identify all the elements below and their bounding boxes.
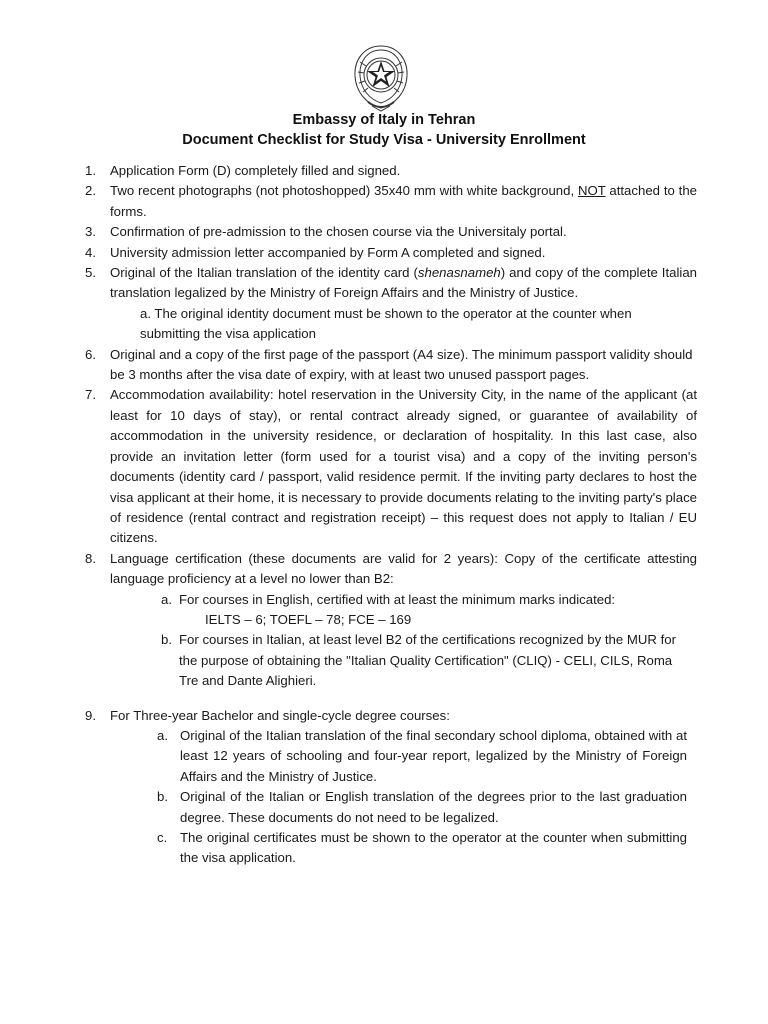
sub-item-9b xyxy=(157,787,697,828)
checklist-title: Document Checklist for Study Visa - University Enrollment xyxy=(182,132,586,148)
item-text-part: Original of the Italian translation of the identity card ( xyxy=(110,265,418,281)
item-number: 1. xyxy=(85,163,96,178)
item-number: 3. xyxy=(85,224,96,240)
checklist-item-6 xyxy=(85,345,697,386)
item-text xyxy=(110,181,697,222)
italian-republic-emblem-icon xyxy=(350,42,412,114)
item-number: 4. xyxy=(85,244,96,260)
embassy-title: Embassy of Italy in Tehran xyxy=(292,112,476,128)
checklist-item-3 xyxy=(85,222,697,242)
sub-item-label: b. xyxy=(161,632,172,648)
sub-item-9c xyxy=(157,828,697,869)
sub-item-8b xyxy=(161,630,697,691)
item-text-part: Two recent photographs (not photoshopped) 35x40 mm with white background, xyxy=(110,183,578,199)
sub-item-5a: a. The original identity document must be shown to the operator at the counter when submitting the visa application xyxy=(140,305,632,342)
not-emphasis: NOT xyxy=(577,183,606,199)
item-text: Confirmation of pre-admission to the chosen course via the Universitaly portal. xyxy=(110,224,567,240)
item-text: University admission letter accompanied by Form A completed and signed. xyxy=(110,244,546,260)
item-number: 5. xyxy=(85,265,96,281)
shenasnameh-term: shenasnameh xyxy=(417,265,501,281)
sub-item-text: Original of the Italian or English translation of the degrees prior to the last graduation degree. These documents do not need to be legalized. xyxy=(180,789,687,825)
sub-item-label: b. xyxy=(157,789,168,805)
sub-item-label: a. xyxy=(157,727,168,743)
item-number: 7. xyxy=(85,387,96,403)
checklist-item-4 xyxy=(85,243,697,263)
item-text: Application Form (D) completely filled and signed. xyxy=(110,163,401,178)
sub-item-text: The original certificates must be shown to the operator at the counter when submitting the visa application. xyxy=(180,830,687,866)
item-number: 9. xyxy=(85,707,96,723)
sub-item-label: a. xyxy=(161,591,172,607)
checklist-item-8 xyxy=(85,549,697,692)
item-text: Accommodation availability: hotel reservation in the University City, in the name of the applicant (at least for 10 days of stay), or rental contract already signed, or guarantee of availability of accommodation in the university residence, or declaration of hospitality. In this last case, also provide an invitation letter (form used for a tourist visa) and a copy of the inviting person's documents (identity card / passport, valid residence permit. If the inviting party declares to host the visa applicant at their home, it is necessary to provide documents relating to the inviting party's place of residence (rental contract and registration receipt) – this request does not apply to Italian / EU citizens. xyxy=(110,387,697,546)
sub-item-text: Original of the Italian translation of the final secondary school diploma, obtained with at least 12 years of schooling and four-year report, legalized by the Ministry of Foreign Affairs and the Ministry of Justice. xyxy=(180,727,687,784)
checklist-item-5 xyxy=(85,263,697,345)
language-scores: IELTS – 6; TOEFL – 78; FCE – 169 xyxy=(205,611,412,627)
sub-item-9a xyxy=(157,726,697,787)
item-number: 6. xyxy=(85,346,96,362)
checklist-item-1 xyxy=(85,161,697,181)
checklist xyxy=(85,161,697,869)
checklist-item-7 xyxy=(85,385,697,548)
sub-item-label: c. xyxy=(157,830,168,845)
item-number: 2. xyxy=(85,183,96,199)
item-number: 8. xyxy=(85,550,96,566)
checklist-item-9 xyxy=(85,706,697,869)
document-header xyxy=(0,110,768,150)
sub-item-text: For courses in English, certified with at least the minimum marks indicated: xyxy=(179,591,616,607)
sub-item-text: For courses in Italian, at least level B2 of the certifications recognized by the MUR for the purpose of obtaining the "Italian Quality Certification" (CLIQ) - CELI, CILS, Roma Tre and Dante Alighieri. xyxy=(179,632,676,689)
item-text: For Three-year Bachelor and single-cycle degree courses: xyxy=(110,707,450,723)
item-text: Original and a copy of the first page of the passport (A4 size). The minimum passport validity should be 3 months after the visa date of expiry, with at least two unused passport pages. xyxy=(110,346,693,383)
item-text-part: attached to the forms. xyxy=(110,183,697,219)
checklist-item-2 xyxy=(85,181,697,222)
item-text-part: ) and copy of the complete Italian translation legalized by the Ministry of Foreign Affairs and the Ministry of Justice. xyxy=(110,265,697,301)
sub-item-8a xyxy=(161,590,697,631)
item-text: Language certification (these documents are valid for 2 years): Copy of the certificate attesting language proficiency at a level no lower than B2: xyxy=(110,550,697,587)
item-text xyxy=(110,263,697,304)
